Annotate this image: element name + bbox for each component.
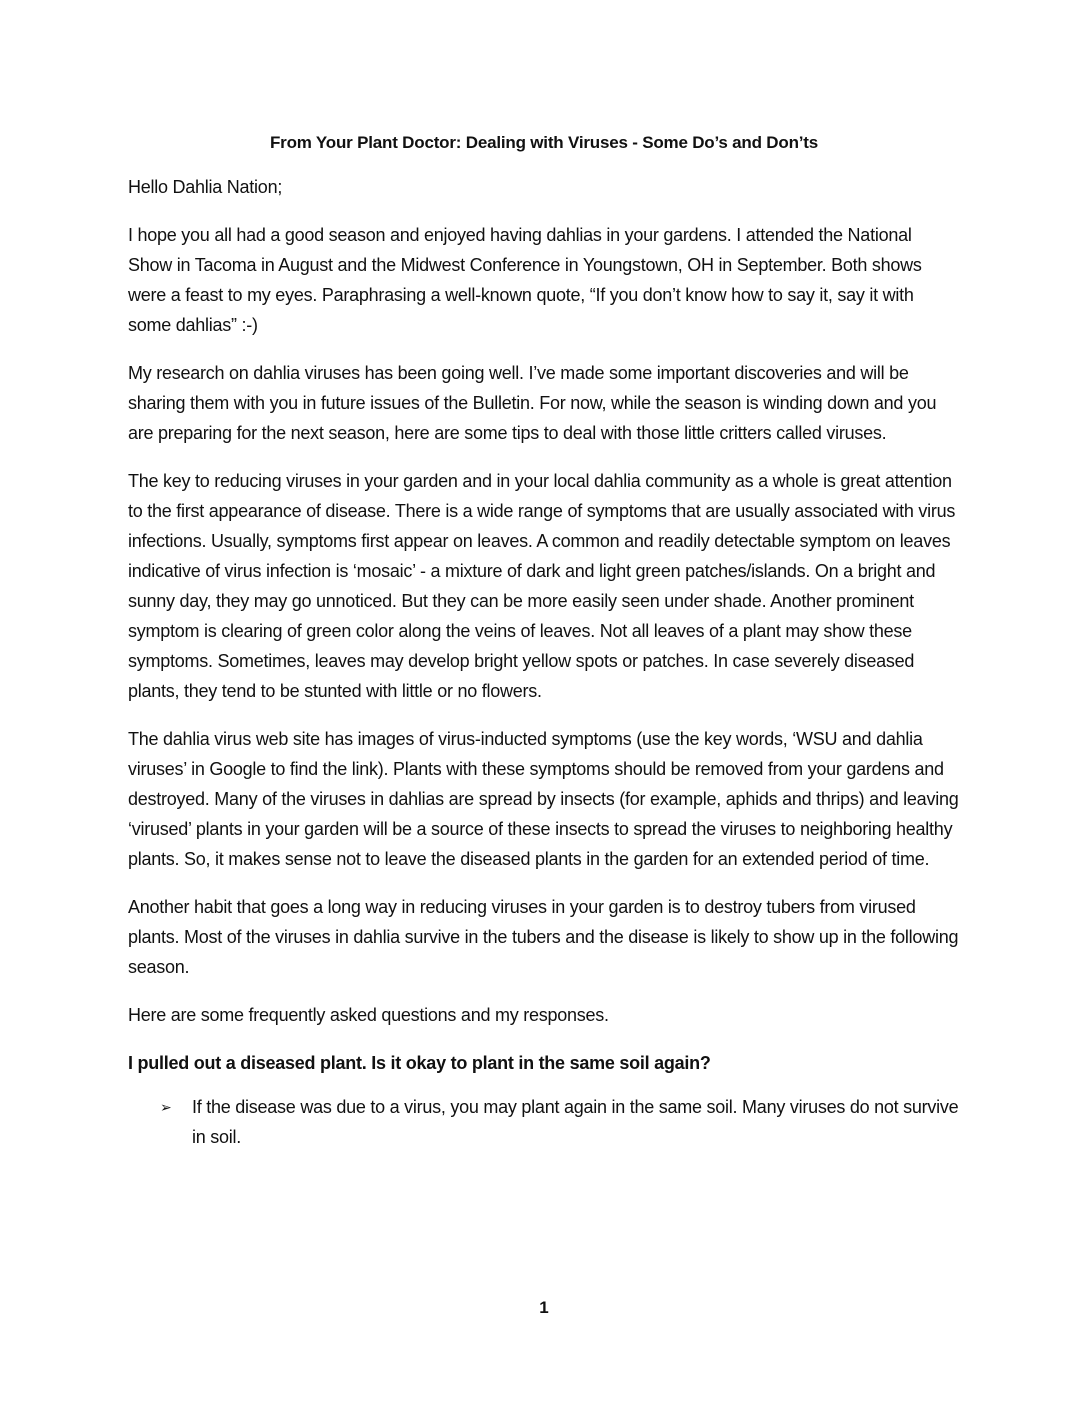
faq-question: I pulled out a diseased plant. Is it okay to plant in the same soil again? [128, 1053, 711, 1073]
document-title: From Your Plant Doctor: Dealing with Viruses - Some Do’s and Don’ts [270, 133, 818, 152]
faq-answer-item [128, 1092, 960, 1152]
document-body [128, 128, 960, 1152]
paragraph-research: My research on dahlia viruses has been going well. I’ve made some important discoveries and will be sharing them with you in future issues of the Bulletin. For now, while the season is winding down and you are preparing for the next season, here are some tips to deal with those little critters called viruses. [128, 363, 937, 443]
paragraph-faq-intro: Here are some frequently asked questions and my responses. [128, 1005, 609, 1025]
greeting: Hello Dahlia Nation; [128, 177, 283, 197]
paragraph-tubers: Another habit that goes a long way in reducing viruses in your garden is to destroy tubers from virused plants. Most of the viruses in dahlia survive in the tubers and the disease is likely to show up in the following season. [128, 897, 959, 977]
faq-answer-list [128, 1092, 960, 1152]
page-number: 1 [539, 1298, 549, 1317]
arrow-bullet-icon: ➢ [160, 1099, 172, 1115]
paragraph-intro: I hope you all had a good season and enjoyed having dahlias in your gardens. I attended the National Show in Tacoma in August and the Midwest Conference in Youngstown, OH in September. Both shows were a feast to my eyes. Paraphrasing a well-known quote, “If you don’t know how to say it, say it with some dahlias” :-) [128, 225, 922, 335]
paragraph-symptoms: The key to reducing viruses in your garden and in your local dahlia community as a whole is great attention to the first appearance of disease. There is a wide range of symptoms that are usually associated with virus infections. Usually, symptoms first appear on leaves. A common and readily detectable symptom on leaves indicative of virus infection is ‘mosaic’ - a mixture of dark and light green patches/islands. On a bright and sunny day, they may go unnoticed. But they can be more easily seen under shade. Another prominent symptom is clearing of green color along the veins of leaves. Not all leaves of a plant may show these symptoms. Sometimes, leaves may develop bright yellow spots or patches. In case severely diseased plants, they tend to be stunted with little or no flowers. [128, 471, 956, 701]
faq-answer-text: If the disease was due to a virus, you may plant again in the same soil. Many viruses do not survive in soil. [192, 1097, 959, 1147]
paragraph-website: The dahlia virus web site has images of virus-inducted symptoms (use the key words, ‘WSU and dahlia viruses’ in Google to find the link). Plants with these symptoms should be removed from your gardens and destroyed. Many of the viruses in dahlias are spread by insects (for example, aphids and thrips) and leaving ‘virused’ plants in your garden will be a source of these insects to spread the viruses to neighboring healthy plants. So, it makes sense not to leave the diseased plants in the garden for an extended period of time. [128, 729, 959, 869]
